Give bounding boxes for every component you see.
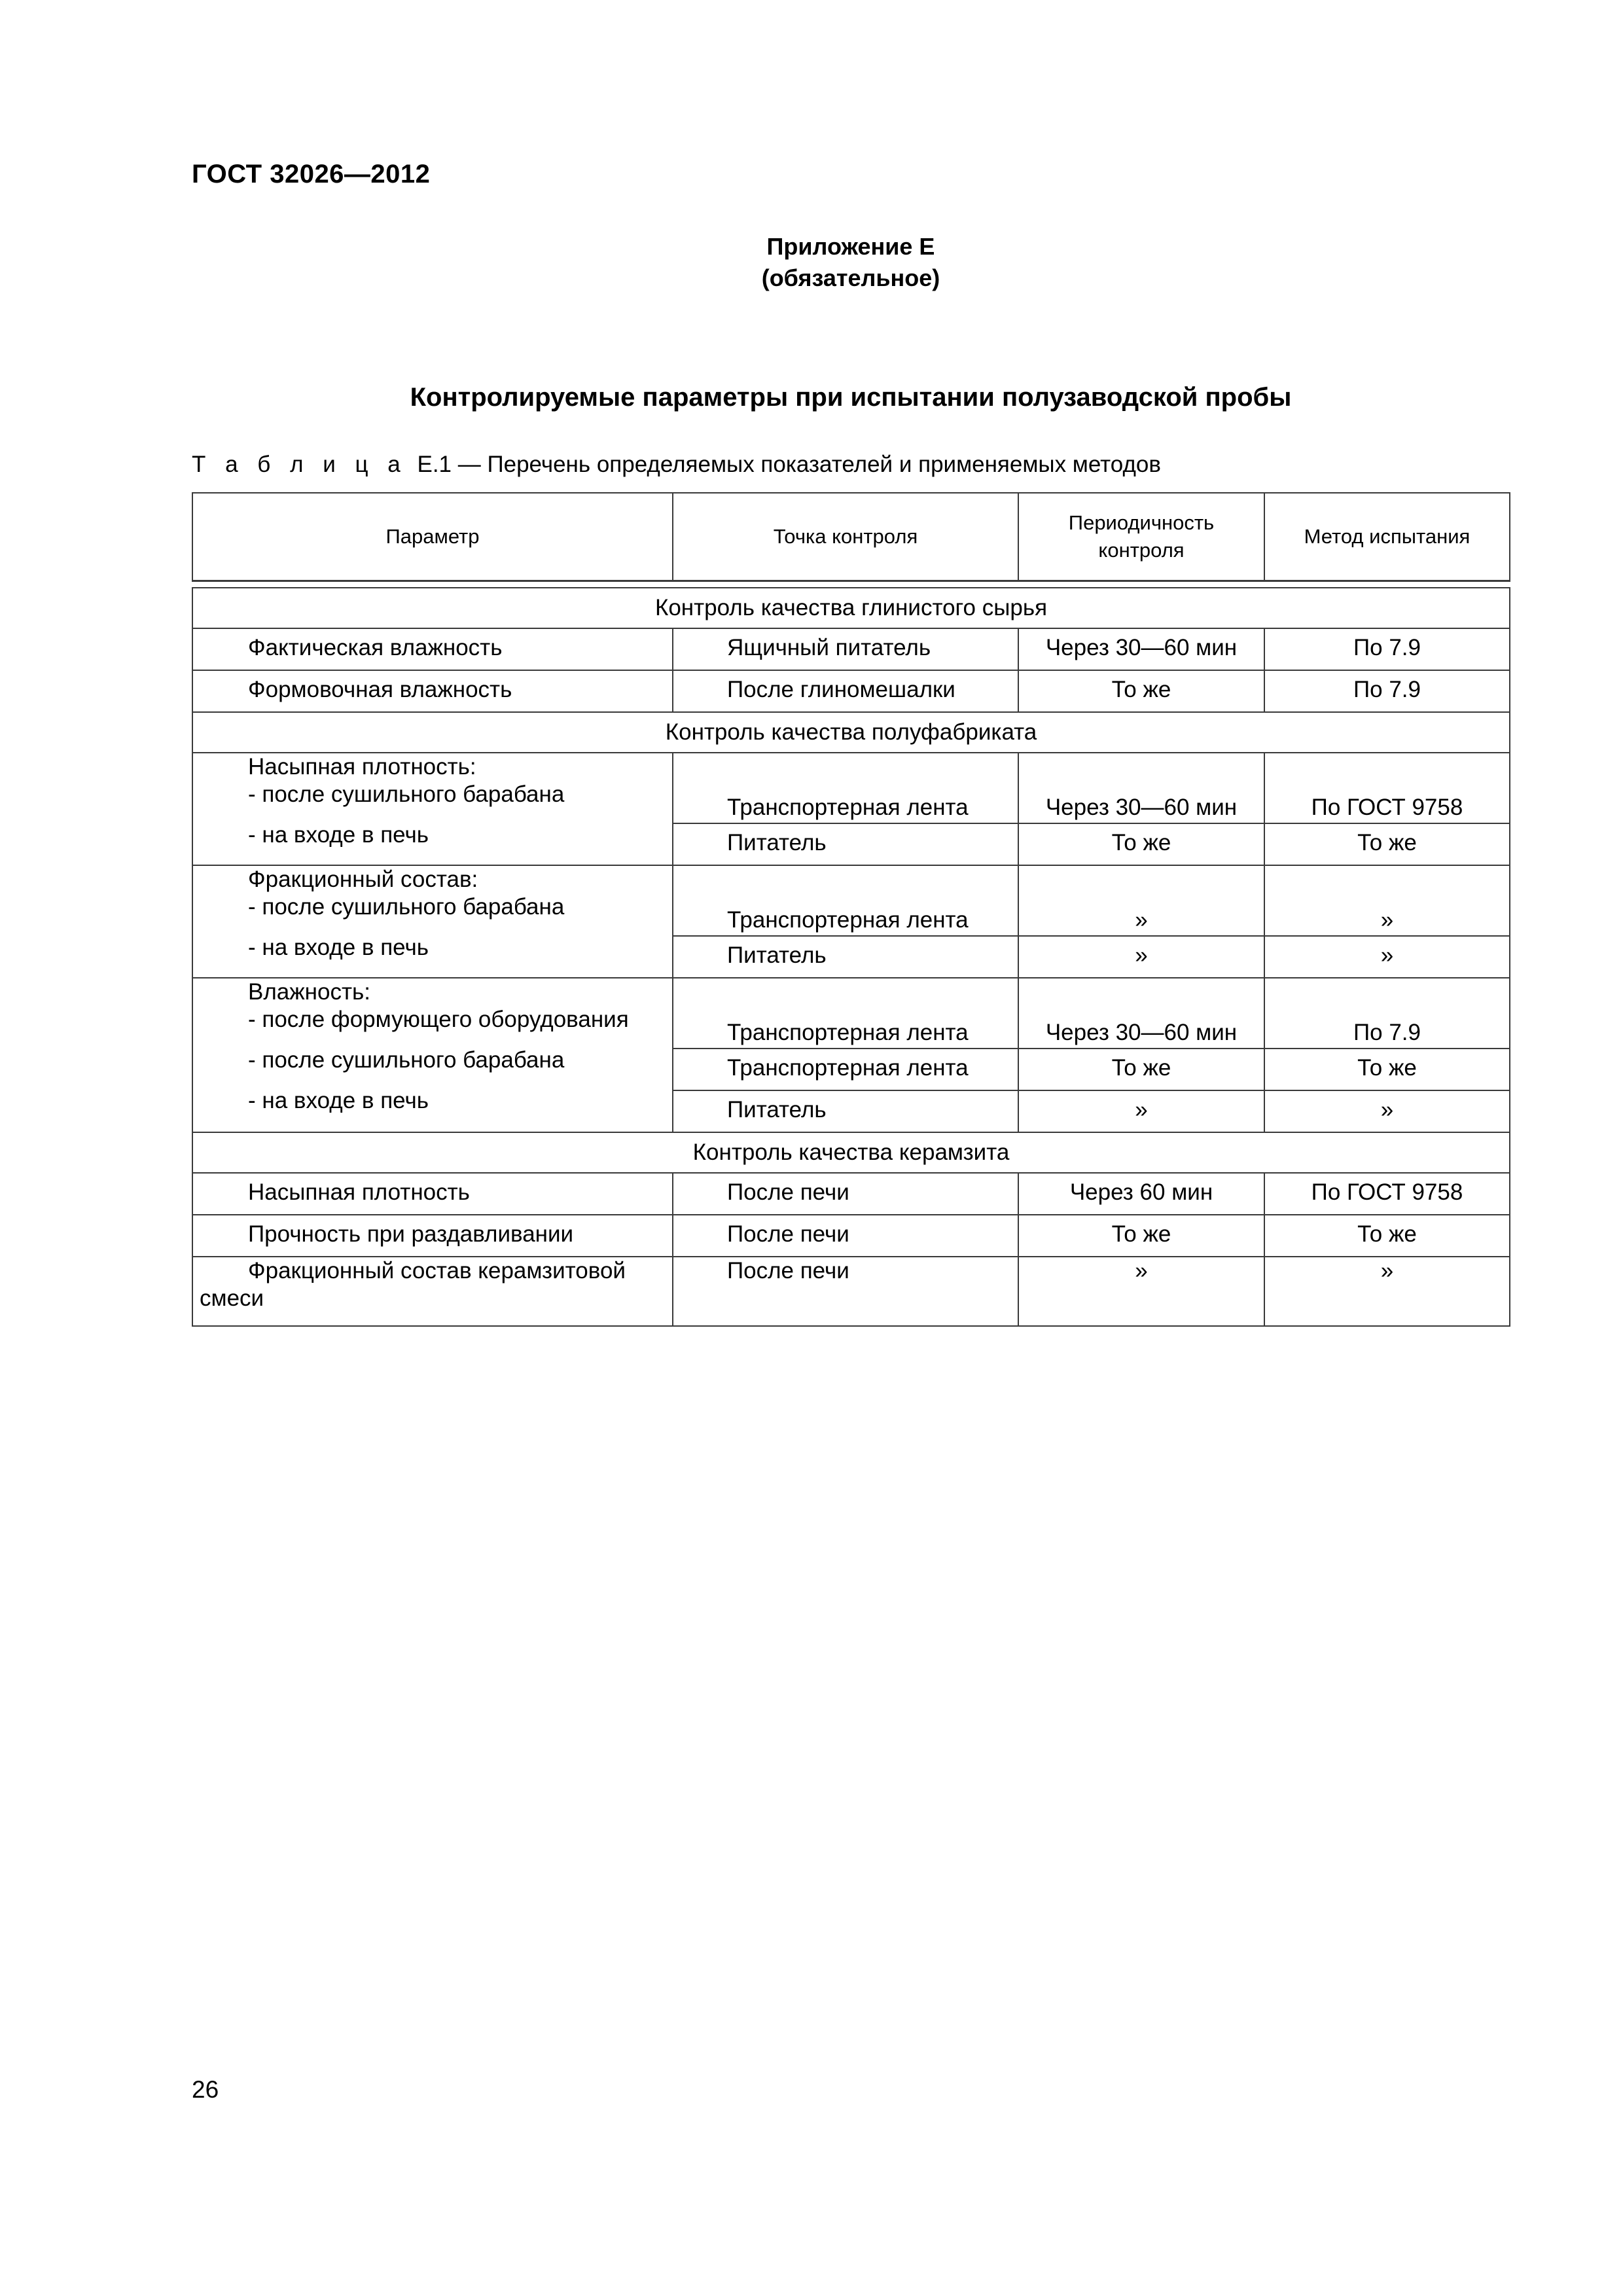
- table-row: [192, 1173, 1510, 1215]
- cell-method: По 7.9: [1264, 978, 1510, 1049]
- header-period-line2: контроля: [1098, 539, 1185, 562]
- fraction-title: Фракционный состав:: [248, 867, 478, 892]
- cell-method: По ГОСТ 9758: [1264, 753, 1510, 823]
- cell-method: То же: [1264, 1049, 1510, 1090]
- cell-point: Питатель: [673, 823, 1018, 865]
- group-row-keramzit: [192, 1132, 1510, 1173]
- parameters-table: [192, 492, 1510, 1327]
- cell-point: После глиномешалки: [673, 670, 1018, 712]
- cell-parameter: Формовочная влажность: [192, 670, 673, 712]
- table-row: [192, 628, 1510, 670]
- header-gap: [192, 581, 1510, 588]
- annex-heading: [0, 231, 1623, 294]
- cell-point: После печи: [673, 1215, 1018, 1257]
- annex-status: (обязательное): [761, 264, 940, 291]
- cell-period: Через 30—60 мин: [1018, 753, 1264, 823]
- section-title: [0, 383, 1623, 412]
- moisture-title: Влажность:: [248, 979, 370, 1005]
- cell-parameter-last: [192, 1257, 673, 1326]
- cell-parameter-fraction: [192, 865, 673, 978]
- cell-parameter-moisture: [192, 978, 673, 1132]
- cell-point: Транспортерная лента: [673, 978, 1018, 1049]
- cell-parameter-bulk: [192, 753, 673, 865]
- cell-point: Питатель: [673, 1090, 1018, 1132]
- annex-title: Приложение Е: [766, 233, 935, 260]
- cell-method: »: [1264, 1090, 1510, 1132]
- fraction-sub-2: - на входе в печь: [248, 935, 429, 960]
- cell-point: После печи: [673, 1173, 1018, 1215]
- cell-method: »: [1264, 936, 1510, 978]
- cell-point: Транспортерная лента: [673, 865, 1018, 936]
- group-clay: Контроль качества глинистого сырья: [192, 588, 1510, 628]
- cell-period: Через 60 мин: [1018, 1173, 1264, 1215]
- moisture-sub-3: - на входе в печь: [248, 1088, 429, 1113]
- cell-parameter: Фактическая влажность: [192, 628, 673, 670]
- cell-period: То же: [1018, 1049, 1264, 1090]
- group-row-semi: [192, 712, 1510, 753]
- cell-period: То же: [1018, 823, 1264, 865]
- page-number: 26: [192, 2076, 219, 2103]
- bulk-sub-2: - на входе в печь: [248, 822, 429, 848]
- cell-point: Ящичный питатель: [673, 628, 1018, 670]
- cell-period: Через 30—60 мин: [1018, 978, 1264, 1049]
- cell-period: То же: [1018, 670, 1264, 712]
- moisture-sub-1: - после формующего оборудования: [248, 1007, 629, 1032]
- header-method: Метод испытания: [1264, 493, 1510, 581]
- table-row: [192, 1215, 1510, 1257]
- group-semi: Контроль качества полуфабриката: [192, 712, 1510, 753]
- group-keramzit: Контроль качества керамзита: [192, 1132, 1510, 1173]
- cell-method: По 7.9: [1264, 670, 1510, 712]
- cell-method: То же: [1264, 1215, 1510, 1257]
- bulk-title: Насыпная плотность:: [248, 754, 476, 780]
- cell-period: »: [1018, 1257, 1264, 1326]
- cell-method: По 7.9: [1264, 628, 1510, 670]
- cell-method: »: [1264, 1257, 1510, 1326]
- header-period: [1018, 493, 1264, 581]
- table-caption-text: Е.1 — Перечень определяемых показателей и применяемых методов: [417, 452, 1161, 477]
- cell-point: После печи: [673, 1257, 1018, 1326]
- last-param-line2: смеси: [200, 1285, 264, 1311]
- cell-point: Питатель: [673, 936, 1018, 978]
- cell-parameter: Насыпная плотность: [192, 1173, 673, 1215]
- cell-method: »: [1264, 865, 1510, 936]
- bulk-sub-1: - после сушильного барабана: [248, 781, 565, 807]
- cell-period: »: [1018, 865, 1264, 936]
- cell-period: Через 30—60 мин: [1018, 628, 1264, 670]
- standard-header: ГОСТ 32026—2012: [192, 160, 431, 188]
- table-caption: [192, 452, 1161, 478]
- moisture-sub-2: - после сушильного барабана: [248, 1047, 565, 1073]
- header-point: Точка контроля: [673, 493, 1018, 581]
- last-param-line1: Фракционный состав керамзитовой: [248, 1258, 626, 1283]
- table-row: [192, 753, 1510, 823]
- cell-point: Транспортерная лента: [673, 753, 1018, 823]
- cell-point: Транспортерная лента: [673, 1049, 1018, 1090]
- table-row: [192, 978, 1510, 1049]
- cell-period: То же: [1018, 1215, 1264, 1257]
- group-row-clay: [192, 588, 1510, 628]
- header-parameter: Параметр: [192, 493, 673, 581]
- table-row: [192, 670, 1510, 712]
- fraction-sub-1: - после сушильного барабана: [248, 894, 565, 920]
- section-title-text: Контролируемые параметры при испытании полузаводской пробы: [410, 383, 1292, 412]
- cell-method: То же: [1264, 823, 1510, 865]
- table-row: [192, 1257, 1510, 1326]
- table-row: [192, 865, 1510, 936]
- cell-period: »: [1018, 936, 1264, 978]
- table-header-row: [192, 493, 1510, 581]
- cell-period: »: [1018, 1090, 1264, 1132]
- table-caption-label: Т а б л и ц а: [192, 452, 407, 477]
- cell-method: По ГОСТ 9758: [1264, 1173, 1510, 1215]
- header-period-line1: Периодичность: [1068, 511, 1215, 534]
- cell-parameter: Прочность при раздавливании: [192, 1215, 673, 1257]
